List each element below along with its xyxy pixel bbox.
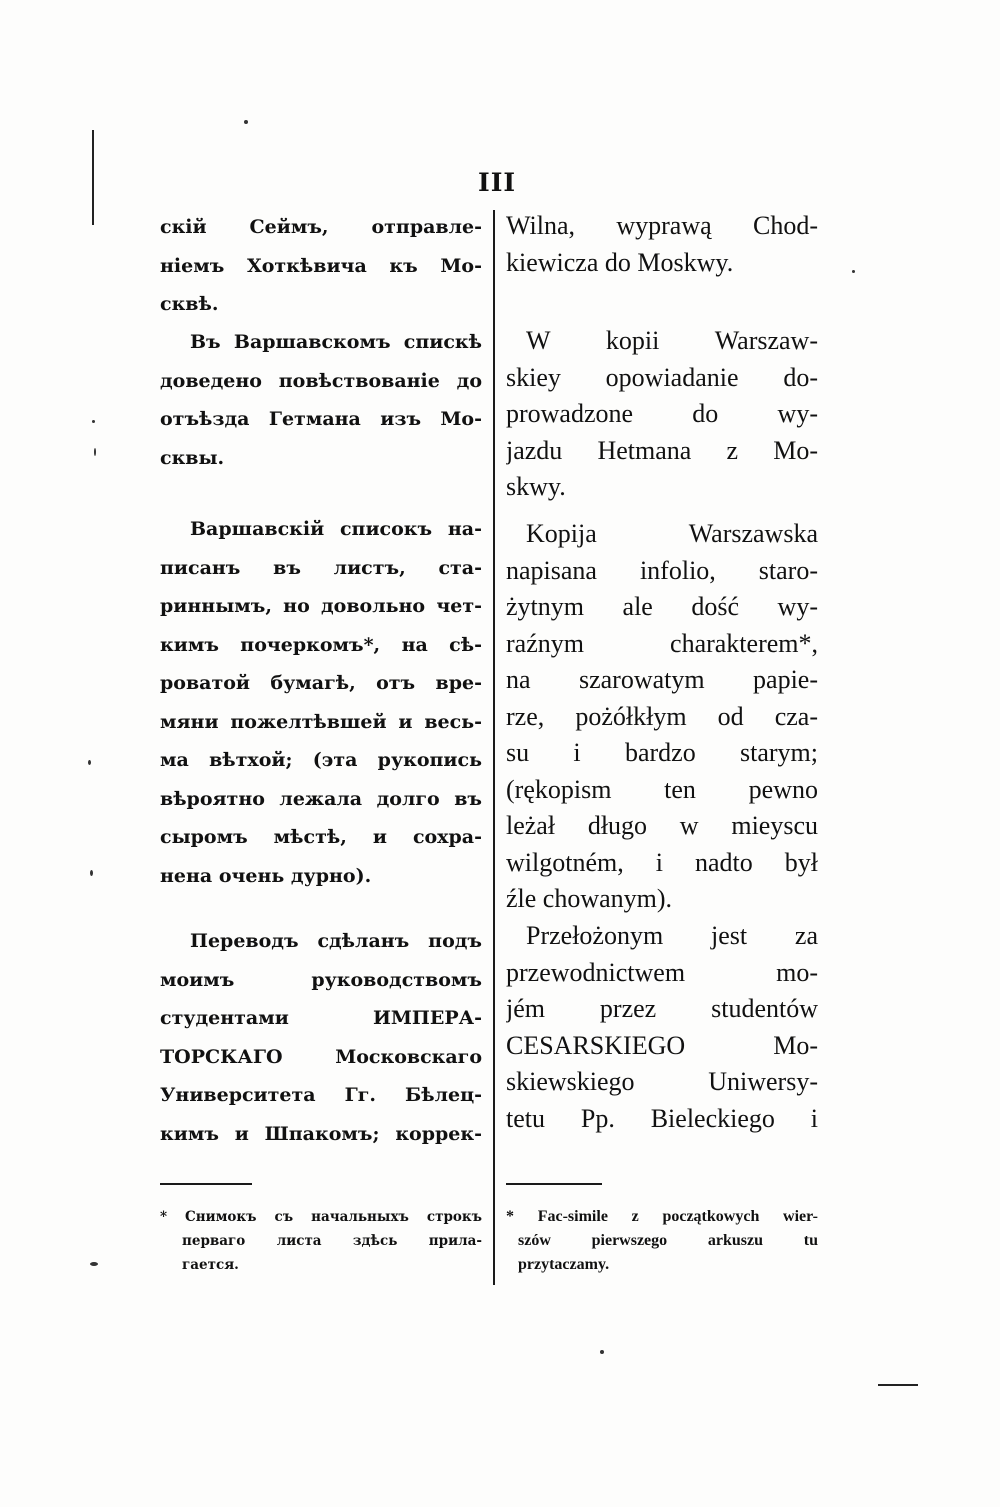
text-line: Варшавскій списокъ на- — [190, 518, 482, 540]
text-line: (rękopism ten pewno — [506, 774, 818, 804]
scan-speck — [92, 420, 95, 423]
scan-speck — [852, 270, 855, 273]
text-line: скій Сеймъ, отправле- — [160, 216, 482, 238]
text-line: skiewskiego Uniwersy- — [506, 1067, 818, 1096]
ru-paragraph-3 — [160, 510, 482, 922]
scan-stroke — [878, 1384, 918, 1386]
text-line: Przełożonym jest za — [526, 921, 818, 950]
text-line: сыромъ мѣстѣ, и сохра- — [160, 826, 482, 848]
text-line: jazdu Hetmana z Mo- — [506, 435, 818, 465]
footnote-line: przytaczamy. — [518, 1256, 610, 1273]
text-line: tetu Pp. Bieleckiego i — [506, 1103, 818, 1133]
pl-paragraph-1 — [506, 208, 818, 323]
text-line: Kopija Warszawska — [526, 519, 818, 548]
footnote-line: перваго листа здѣсь прила- — [182, 1233, 482, 1249]
footnote-line: * Fac-simile z początkowych wier- — [506, 1208, 818, 1225]
pl-paragraph-4 — [506, 918, 818, 1137]
text-line: su i bardzo starym; — [506, 738, 818, 767]
text-line: Wilna, wyprawą Chod- — [506, 211, 818, 240]
text-line: доведено повѣствованіе до — [160, 369, 482, 392]
footnote-rule — [506, 1183, 602, 1185]
footnote-line: szów pierwszego arkuszu tu — [518, 1232, 818, 1249]
text-line: мяни пожелтѣвшей и весь- — [160, 710, 482, 733]
text-line: кимъ почеркомъ*, на сѣ- — [160, 633, 482, 656]
text-line: na szarowatym papie- — [506, 665, 818, 694]
text-line: Переводъ сдѣланъ подъ — [190, 930, 482, 952]
text-line: кимъ и Шпакомъ; коррек- — [160, 1122, 482, 1145]
text-line: Университета Гг. Бѣлец- — [160, 1084, 482, 1106]
text-line: сквы. — [160, 446, 225, 469]
text-line: ма вѣтхой; (эта рукопись — [160, 749, 482, 771]
text-line: студентами ИМПЕРА- — [160, 1007, 482, 1029]
margin-mark — [92, 130, 94, 225]
footnote-russian — [160, 1205, 482, 1277]
scan-speck — [94, 448, 96, 456]
text-line: jém przez studentów — [506, 994, 818, 1023]
text-line: rze, pożółkłym od cza- — [506, 701, 818, 731]
column-divider — [493, 210, 495, 1285]
ru-paragraph-4 — [160, 922, 482, 1153]
text-line: kiewicza do Moskwy. — [506, 247, 734, 277]
text-line: ТОРСКАГО Московскаго — [160, 1045, 482, 1068]
ru-paragraph-2 — [160, 323, 482, 510]
text-line: źle chowanym). — [506, 884, 673, 913]
text-line: отъѣзда Гетмана изъ Мо- — [160, 408, 482, 430]
text-line: napisana infolio, staro- — [506, 555, 818, 585]
scan-speck — [244, 120, 248, 124]
text-line: сквѣ. — [160, 293, 219, 315]
text-line: риннымъ, но довольно чет- — [160, 595, 482, 617]
text-line: моимъ руководствомъ — [160, 968, 482, 991]
text-line: вѣроятно лежала долго въ — [160, 787, 482, 810]
text-line: нена очень дурно). — [160, 864, 372, 887]
text-line: ніемъ Хоткѣвича къ Мо- — [160, 254, 482, 277]
text-line: CESARSKIEGO Mo- — [506, 1030, 818, 1060]
pl-paragraph-3 — [506, 516, 818, 918]
footnote-polish — [506, 1205, 818, 1277]
ru-paragraph-1 — [160, 208, 482, 323]
text-line: przewodnictwem mo- — [506, 957, 818, 987]
text-line: raźnym charakterem*, — [506, 628, 818, 658]
russian-column — [160, 208, 482, 1153]
scan-speck — [90, 1262, 98, 1266]
text-line: żytnym ale dość wy- — [506, 592, 818, 621]
pl-paragraph-2 — [506, 323, 818, 516]
text-line: skwy. — [506, 472, 566, 501]
text-line: leżał długo w mieyscu — [506, 811, 818, 840]
text-line: Въ Варшавскомъ спискѣ — [190, 331, 482, 353]
page-number: III — [478, 168, 517, 197]
polish-column — [506, 208, 818, 1137]
text-line: W kopii Warszaw- — [526, 326, 818, 355]
scan-speck — [600, 1350, 604, 1354]
footnote-line: гается. — [182, 1257, 239, 1273]
footnote-line: * Снимокъ съ начальныхъ строкъ — [160, 1209, 482, 1225]
scan-speck — [90, 870, 93, 876]
footnote-rule — [160, 1183, 252, 1185]
text-line: skiey opowiadanie do- — [506, 362, 818, 392]
text-line: prowadzone do wy- — [506, 399, 818, 428]
text-line: wilgotném, i nadto był — [506, 847, 818, 877]
text-line: роватой бумагѣ, отъ вре- — [160, 672, 482, 694]
scan-speck — [88, 760, 91, 765]
text-line: писанъ въ листъ, ста- — [160, 556, 482, 579]
